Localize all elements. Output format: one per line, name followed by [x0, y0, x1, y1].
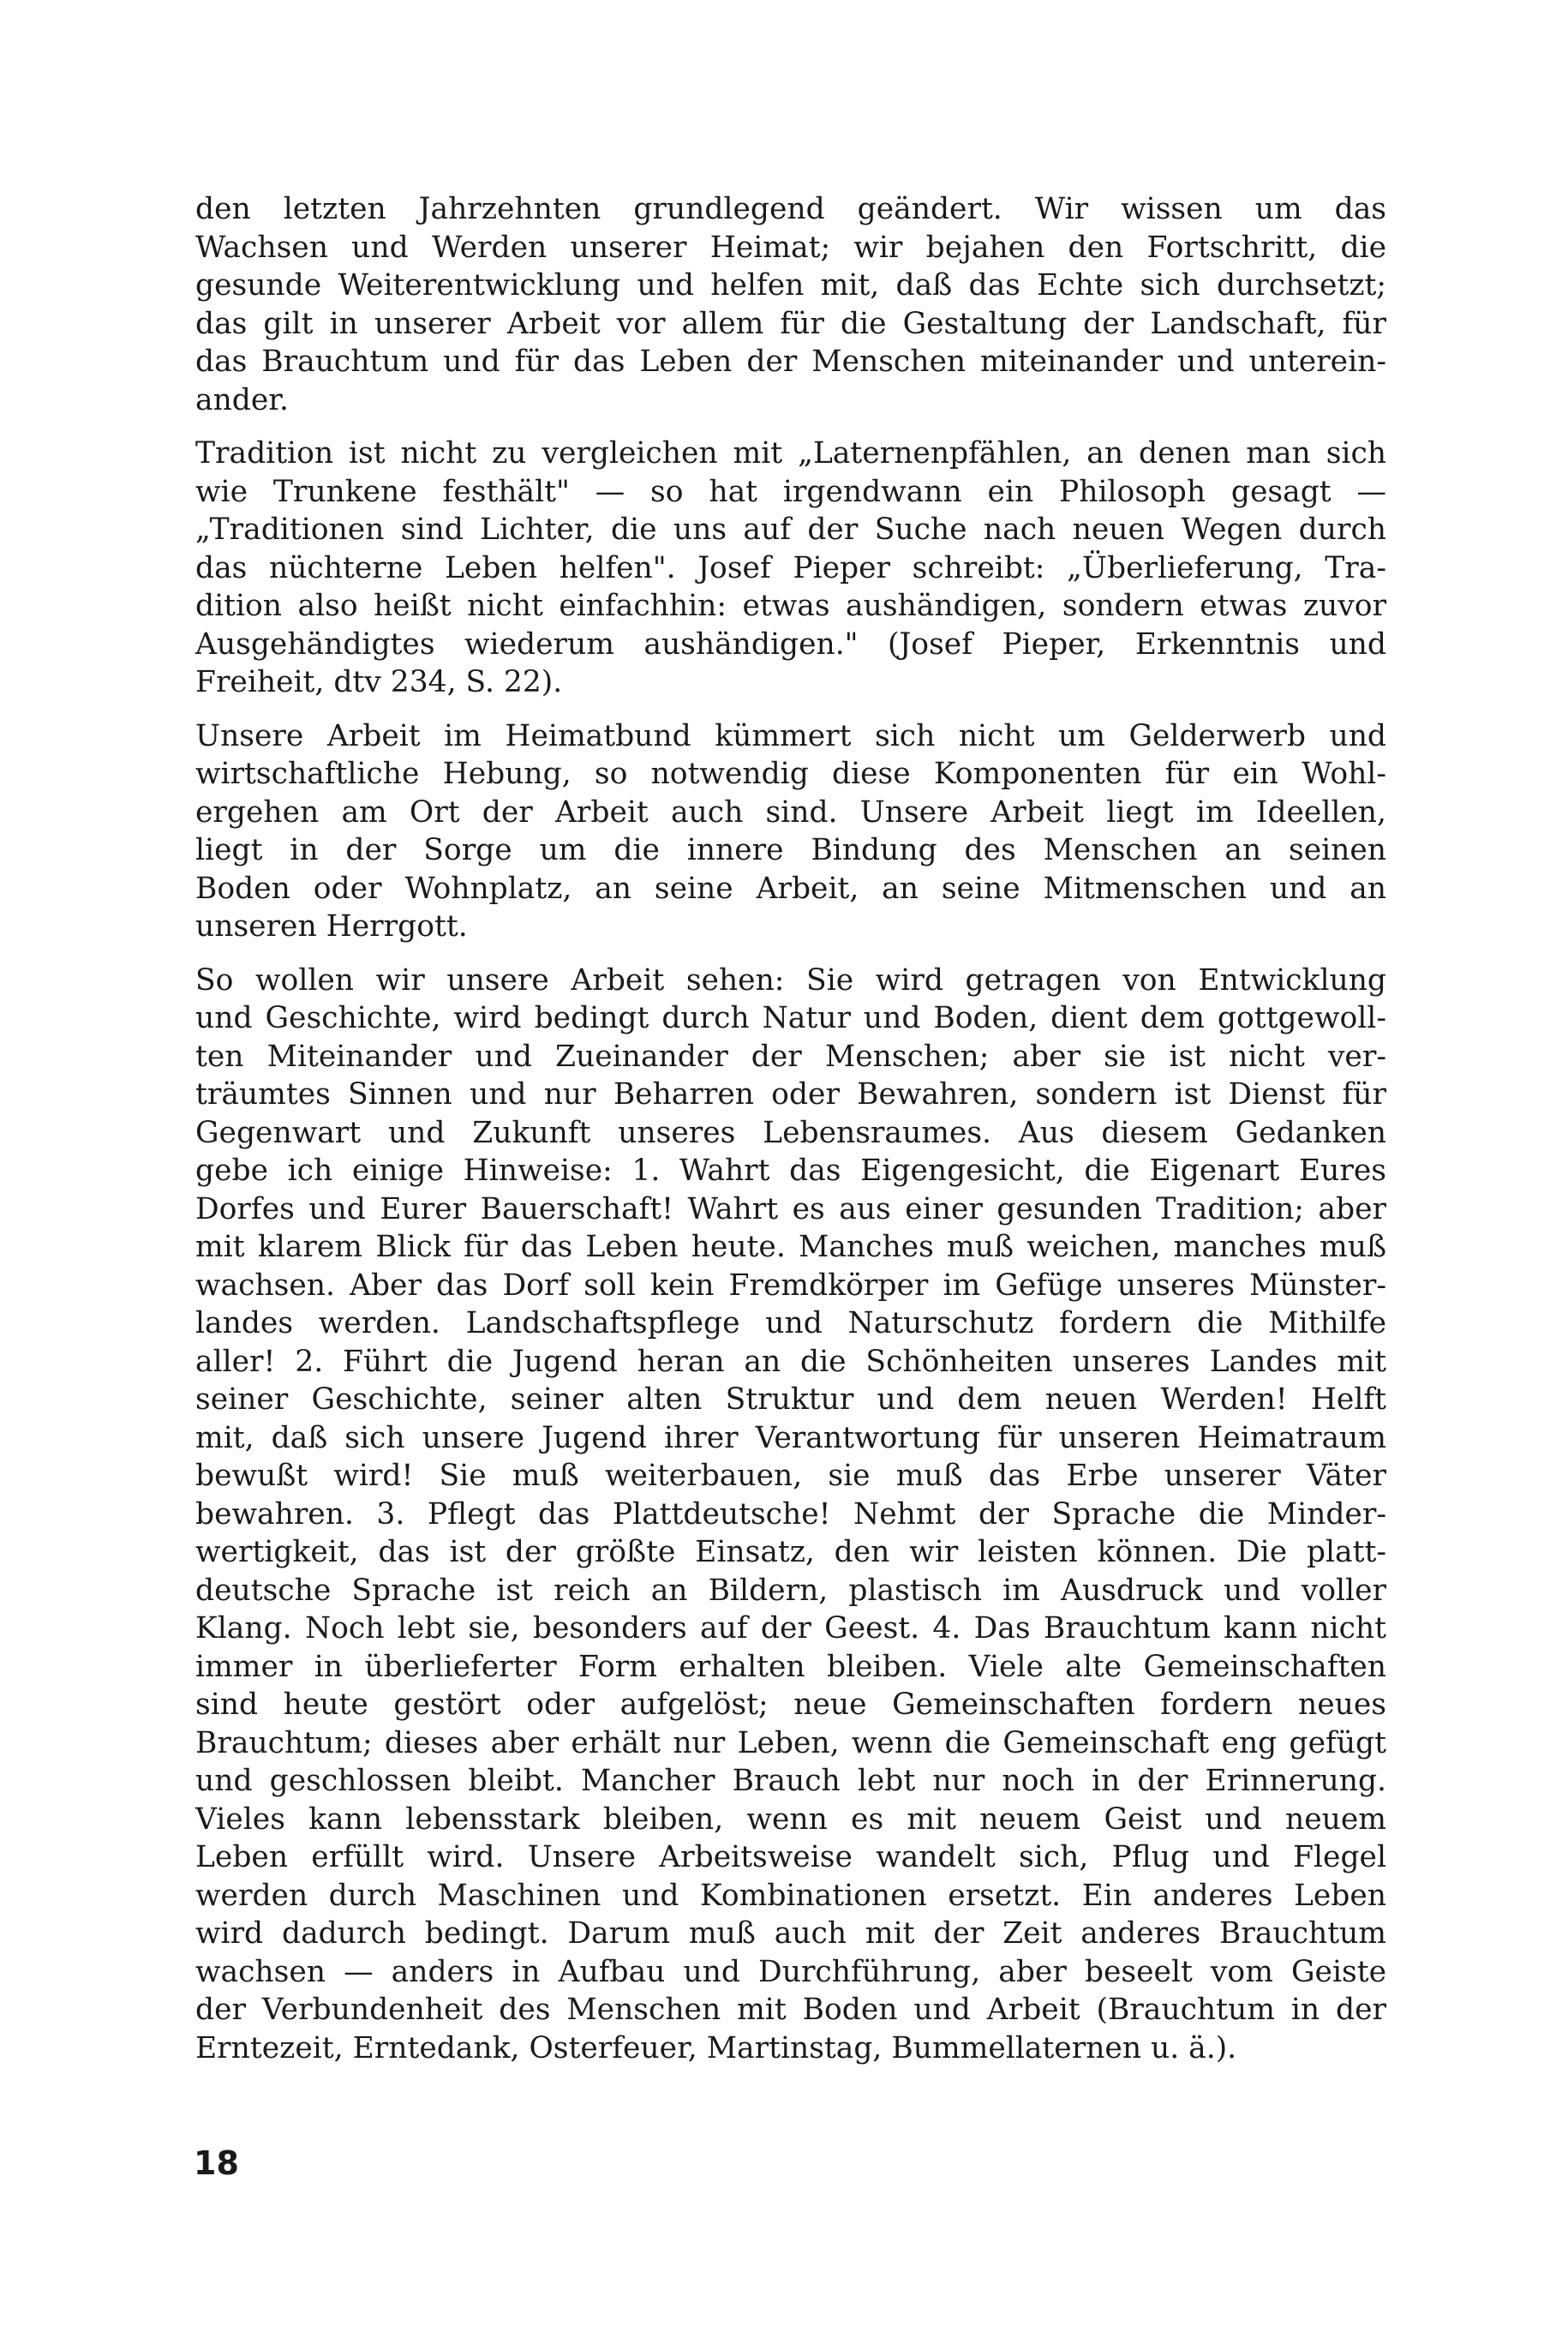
text-line: wirtschaftliche Hebung, so notwendig diese Komponenten für ein Wohl-: [195, 757, 1386, 791]
paragraph-gap: [195, 702, 1386, 717]
text-line: bewahren. 3. Pflegt das Plattdeutsche! Nehmt der Sprache die Minder-: [195, 1496, 1386, 1532]
text-line: wertigkeit, das ist der größte Einsatz, den wir leisten können. Die platt-: [195, 1535, 1386, 1569]
text-line: und geschlossen bleibt. Mancher Brauch lebt nur noch in der Erinnerung.: [195, 1764, 1386, 1798]
paragraph: [195, 435, 1386, 702]
text-line: aller! 2. Führt die Jugend heran an die Schönheiten unseres Landes mit: [195, 1344, 1386, 1379]
paragraph: [195, 717, 1386, 946]
text-line: das nüchterne Leben helfen". Josef Pieper schreibt: „Überlieferung, Tra-: [195, 550, 1386, 585]
text-line: liegt in der Sorge um die innere Bindung des Menschen an seinen: [195, 833, 1386, 867]
text-line: gesunde Weiterentwicklung und helfen mit, daß das Echte sich durchsetzt;: [195, 268, 1386, 303]
text-line: Vieles kann lebensstark bleiben, wenn es mit neuem Geist und neuem: [195, 1801, 1386, 1837]
text-line: Brauchtum; dieses aber erhält nur Leben, wenn die Gemeinschaft eng gefügt: [195, 1725, 1386, 1760]
text-line: landes werden. Landschaftspflege und Naturschutz fordern die Mithilfe: [195, 1306, 1386, 1340]
text-line: Wachsen und Werden unserer Heimat; wir bejahen den Fortschritt, die: [195, 230, 1386, 265]
text-line: wachsen — anders in Aufbau und Durchführung, aber beseelt vom Geiste: [195, 1954, 1386, 1989]
text-line: wachsen. Aber das Dorf soll kein Fremdkörper im Gefüge unseres Münster-: [195, 1268, 1386, 1303]
text-line: der Verbundenheit des Menschen mit Boden und Arbeit (Brauchtum in der: [195, 1993, 1386, 2027]
page-number: 18: [194, 2144, 239, 2182]
text-line: und Geschichte, wird bedingt durch Natur und Boden, dient dem gottgewoll-: [195, 1001, 1386, 1035]
text-line: Tradition ist nicht zu vergleichen mit „Laternenpfählen, an denen man sich: [195, 436, 1386, 471]
text-line: ander.: [195, 382, 289, 417]
text-line: bewußt wird! Sie muß weiterbauen, sie muß das Erbe unserer Väter: [195, 1459, 1386, 1493]
text-line: deutsche Sprache ist reich an Bildern, plastisch im Ausdruck und voller: [195, 1573, 1386, 1608]
text-line: Dorfes und Eurer Bauerschaft! Wahrt es aus einer gesunden Tradition; aber: [195, 1191, 1386, 1226]
paragraph: [195, 962, 1386, 2068]
paragraph-gap: [195, 419, 1386, 435]
text-line: ergehen am Ort der Arbeit auch sind. Unsere Arbeit liegt im Ideellen,: [195, 794, 1386, 830]
text-line: das gilt in unserer Arbeit vor allem für die Gestaltung der Landschaft, für: [195, 306, 1386, 341]
text-line: unseren Herrgott.: [195, 909, 468, 944]
text-line: träumtes Sinnen und nur Beharren oder Bewahren, sondern ist Dienst für: [195, 1077, 1386, 1112]
text-line: Leben erfüllt wird. Unsere Arbeitsweise wandelt sich, Pflug und Flegel: [195, 1840, 1386, 1874]
text-line: Klang. Noch lebt sie, besonders auf der Geest. 4. Das Brauchtum kann nicht: [195, 1611, 1386, 1646]
text-line: mit, daß sich unsere Jugend ihrer Verantwortung für unseren Heimatraum: [195, 1420, 1386, 1455]
text-line: Gegenwart und Zukunft unseres Lebensraumes. Aus diesem Gedanken: [195, 1115, 1386, 1150]
text-line: gebe ich einige Hinweise: 1. Wahrt das Eigengesicht, die Eigenart Eures: [195, 1154, 1386, 1188]
text-line: wird dadurch bedingt. Darum muß auch mit der Zeit anderes Brauchtum: [195, 1916, 1386, 1951]
text-line: werden durch Maschinen und Kombinationen ersetzt. Ein anderes Leben: [195, 1878, 1386, 1913]
text-line: mit klarem Blick für das Leben heute. Manches muß weichen, manches muß: [195, 1230, 1386, 1264]
text-line: dition also heißt nicht einfachhin: etwas aushändigen, sondern etwas zuvor: [195, 589, 1386, 623]
paragraph-gap: [195, 946, 1386, 962]
text-line: Freiheit, dtv 234, S. 22).: [195, 665, 563, 699]
text-line: immer in überlieferter Form erhalten bleiben. Viele alte Gemeinschaften: [195, 1649, 1386, 1684]
text-line: den letzten Jahrzehnten grundlegend geändert. Wir wissen um das: [195, 192, 1386, 226]
paragraph: [195, 190, 1386, 419]
text-line: Boden oder Wohnplatz, an seine Arbeit, an seine Mitmenschen und an: [195, 871, 1386, 906]
text-line: Ausgehändigtes wiederum aushändigen." (Josef Pieper, Erkenntnis und: [195, 626, 1386, 662]
text-line: seiner Geschichte, seiner alten Struktur und dem neuen Werden! Helft: [195, 1382, 1386, 1417]
text-line: „Traditionen sind Lichter, die uns auf der Suche nach neuen Wegen durch: [195, 513, 1386, 547]
text-line: ten Miteinander und Zueinander der Menschen; aber sie ist nicht ver-: [195, 1039, 1386, 1074]
body-text: [195, 190, 1386, 2067]
text-line: Unsere Arbeit im Heimatbund kümmert sich nicht um Gelderwerb und: [195, 718, 1386, 753]
text-line: wie Trunkene festhält" — so hat irgendwann ein Philosoph gesagt —: [195, 474, 1386, 509]
text-line: das Brauchtum und für das Leben der Menschen miteinander und unterein-: [195, 345, 1386, 379]
text-line: Erntezeit, Erntedank, Osterfeuer, Martinstag, Bummellaternen u. ä.).: [195, 2030, 1237, 2065]
text-line: So wollen wir unsere Arbeit sehen: Sie wird getragen von Entwicklung: [195, 962, 1386, 998]
text-line: sind heute gestört oder aufgelöst; neue Gemeinschaften fordern neues: [195, 1688, 1386, 1722]
